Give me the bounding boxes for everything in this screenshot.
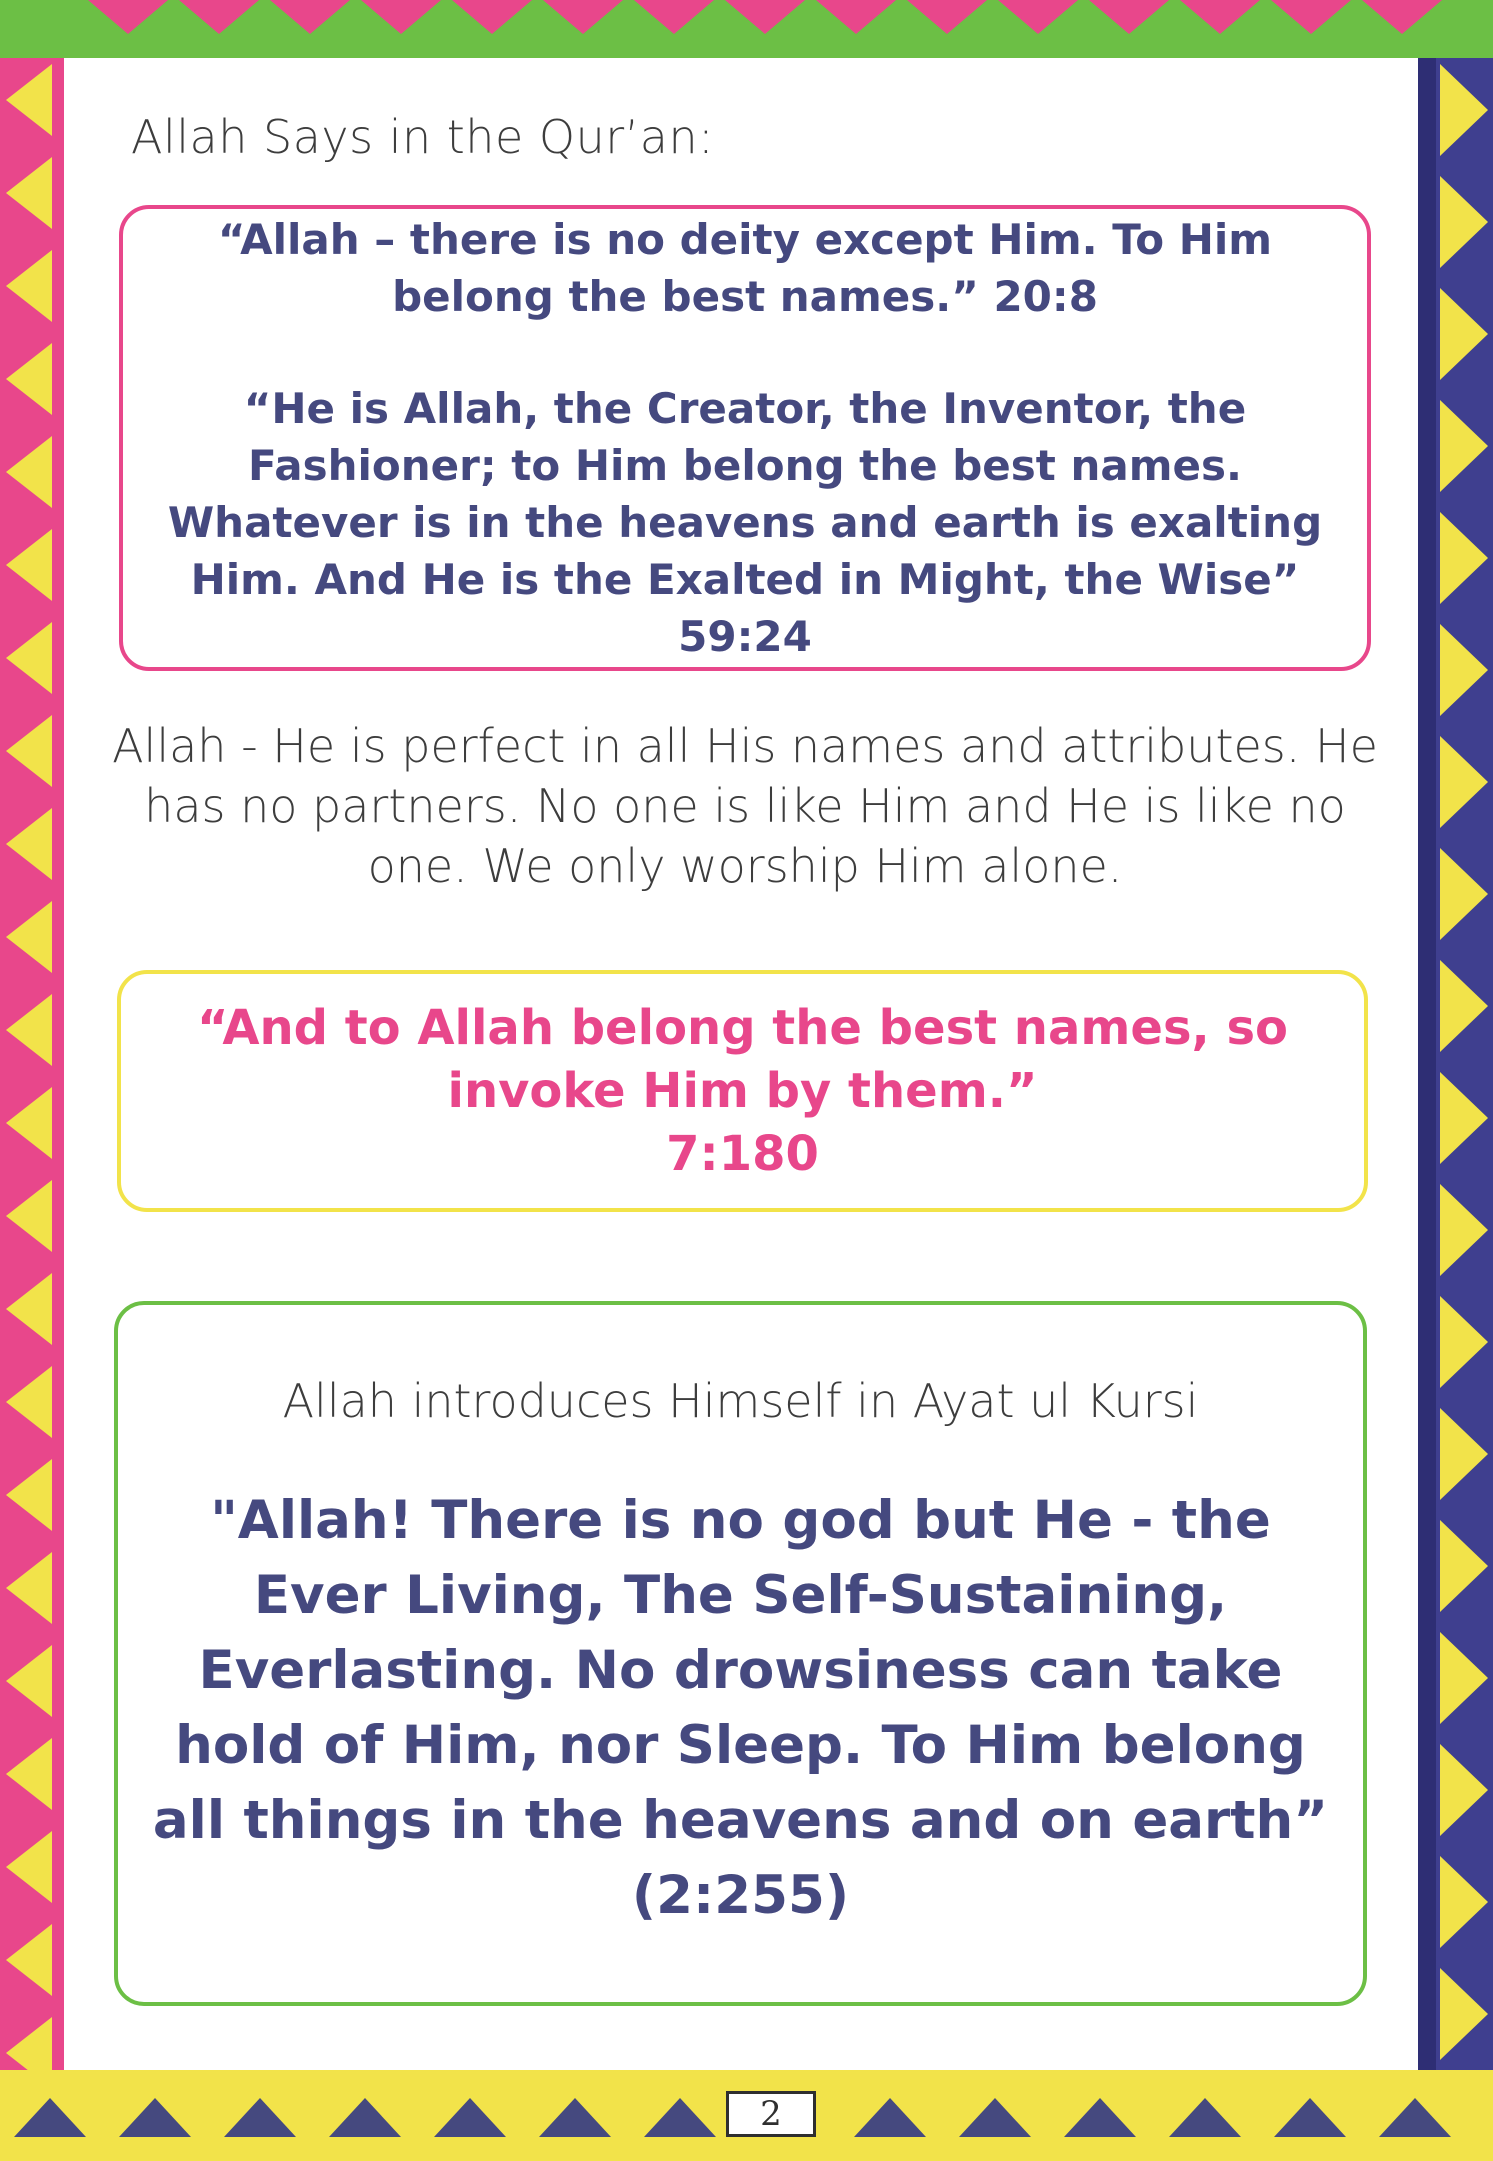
quote-box-pink: [119, 205, 1371, 671]
quote-box-yellow: [117, 970, 1368, 1212]
page-number: 2: [726, 2091, 816, 2137]
quote-20-8: “Allah – there is no deity except Him. To Him belong the best names.” 20:8: [217, 215, 1273, 321]
quote-7-180-reference: 7:180: [666, 1125, 819, 1182]
quote-7-180: “And to Allah belong the best names, so invoke Him by them.”: [196, 999, 1288, 1119]
ayat-ul-kursi-reference: (2:255): [631, 1865, 850, 1926]
description-paragraph: Allah - He is perfect in all His names and attributes. He has no partners. No one is like Him and He is like no one. We only worship Him alone.: [112, 719, 1378, 893]
ayat-ul-kursi-heading: Allah introduces Himself in Ayat ul Kursi: [282, 1374, 1199, 1428]
quote-box-green: [114, 1301, 1367, 2006]
page-heading: Allah Says in the Qur’an:: [131, 110, 715, 164]
ayat-ul-kursi-quote: "Allah! There is no god but He - the Ever Living, The Self-Sustaining, Everlasting. No drowsiness can take hold of Him, nor Sleep. To Him belong all things in the heavens and on earth”: [152, 1490, 1329, 1851]
quote-59-24: “He is Allah, the Creator, the Inventor, the Fashioner; to Him belong the best names. Whatever is in the heavens and earth is exalting Him. And He is the Exalted in Might, the Wise” 59:24: [167, 384, 1323, 661]
